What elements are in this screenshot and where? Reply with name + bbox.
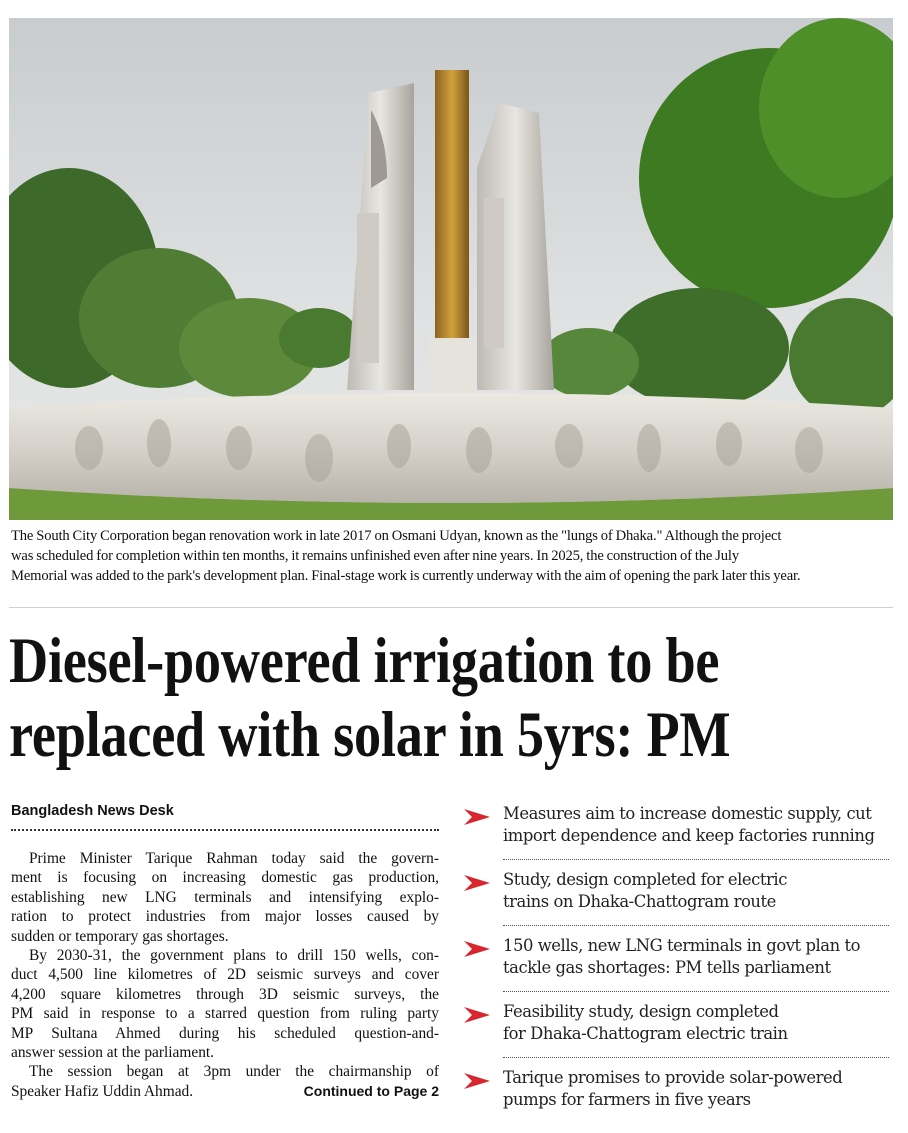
body-line: answer session at the parliament. [11, 1044, 215, 1062]
red-arrow-icon [464, 875, 490, 891]
body-line: 4,200 square kilometres through 3D seismic surveys, the [11, 985, 439, 1003]
body-line: ment is focusing on increasing domestic gas production, [11, 869, 439, 887]
memorial-photo [9, 18, 893, 520]
red-arrow-icon [464, 809, 490, 825]
article-body [11, 849, 439, 1101]
body-line: Prime Minister Tarique Rahman today said the govern- [29, 850, 439, 867]
highlight-item [464, 1067, 889, 1133]
highlight-divider [503, 859, 889, 860]
continued-link[interactable]: Continued to Page 2 [303, 1082, 439, 1099]
red-arrow-icon [464, 1007, 490, 1023]
highlight-line: tackle gas shortages: PM tells parliament [503, 957, 831, 977]
highlight-divider [503, 1057, 889, 1058]
highlight-line: Feasibility study, design completed [503, 1002, 779, 1021]
highlights-list [464, 803, 889, 1133]
red-arrow-icon [464, 1073, 490, 1089]
headline-line: replaced with solar in 5yrs: PM [9, 699, 731, 771]
highlight-line: Measures aim to increase domestic supply, cut [503, 804, 872, 823]
caption-line: was scheduled for completion within ten months, it remains unfinished even after nine years. In 2025, the construction of the July [11, 548, 739, 564]
red-arrow-icon [464, 941, 490, 957]
body-line: establishing new LNG terminals and intensifying explo- [11, 888, 439, 906]
highlight-line: pumps for farmers in five years [503, 1089, 751, 1109]
highlight-line: trains on Dhaka-Chattogram route [503, 891, 776, 911]
highlight-line: 150 wells, new LNG terminals in govt plan to [503, 936, 861, 955]
body-line: duct 4,500 line kilometres of 2D seismic surveys and cover [11, 966, 439, 984]
highlight-line: Tarique promises to provide solar-powered [503, 1068, 843, 1087]
dotted-divider [11, 829, 439, 831]
body-line: The session began at 3pm under the chairmanship of [29, 1063, 439, 1081]
highlight-divider [503, 925, 889, 926]
body-line: Speaker Hafiz Uddin Ahmad. [11, 1082, 194, 1100]
body-line: MP Sultana Ahmed during his scheduled question-and- [11, 1024, 439, 1042]
headline-line: Diesel-powered irrigation to be [9, 625, 720, 697]
body-line: sudden or temporary gas shortages. [11, 927, 229, 945]
photo-caption [11, 526, 895, 586]
headline [9, 624, 904, 772]
highlight-line: Study, design completed for electric [503, 870, 787, 889]
body-final-line [11, 1082, 439, 1101]
divider [9, 607, 893, 608]
byline: Bangladesh News Desk [11, 803, 174, 819]
highlight-divider [503, 991, 889, 992]
body-line: PM said in response to a starred question from ruling party [11, 1005, 439, 1023]
body-line: ration to protect industries from major losses caused by [11, 908, 439, 926]
highlight-line: for Dhaka-Chattogram electric train [503, 1023, 788, 1043]
caption-line: Memorial was added to the park's development plan. Final-stage work is currently underway with the aim of opening the park later this year. [11, 568, 801, 584]
highlight-line: import dependence and keep factories running [503, 825, 875, 845]
body-line: By 2030-31, the government plans to drill 150 wells, con- [29, 947, 439, 965]
caption-line: The South City Corporation began renovation work in late 2017 on Osmani Udyan, known as the "lungs of Dhaka." Although the project [11, 528, 782, 544]
